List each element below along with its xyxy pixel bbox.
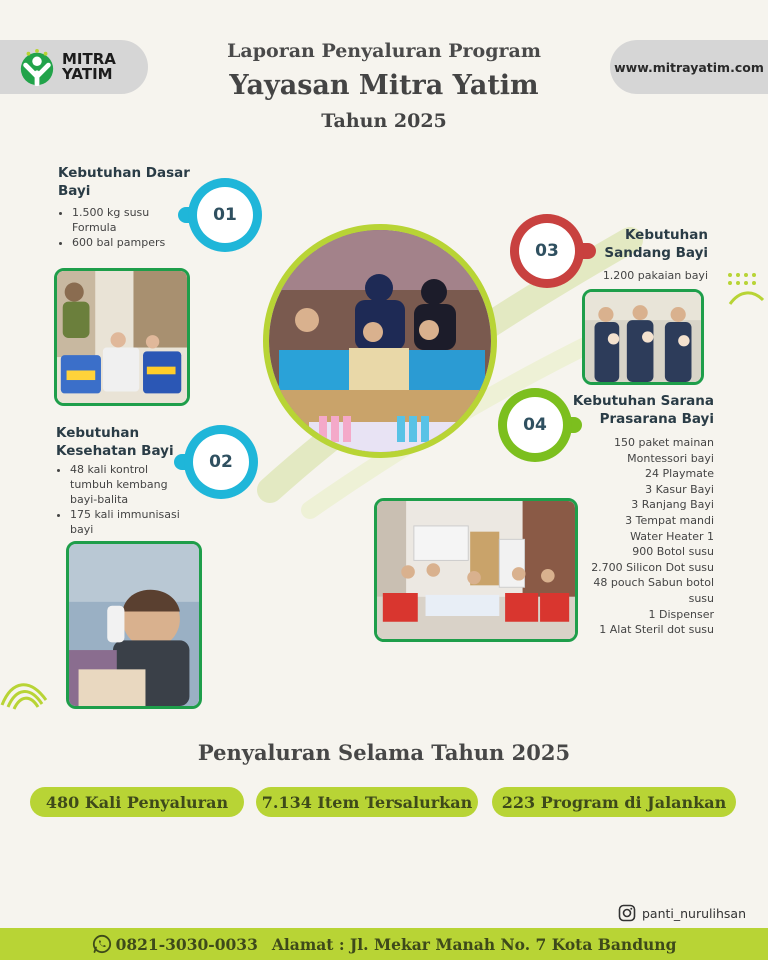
badge-01 [188, 178, 262, 252]
item2-heading-line1: Kebutuhan [56, 425, 140, 441]
list-item: 3 Kasur Bayi [645, 482, 714, 496]
item3-heading-line1: Kebutuhan [624, 227, 708, 243]
stat-programs: 223 Program di Jalankan [492, 787, 736, 817]
item4-heading-line1: Kebutuhan Sarana [572, 393, 714, 409]
decorative-lines-left [0, 660, 50, 710]
item3-heading-line2: Sandang Bayi [604, 245, 708, 261]
photo-group-distribution [263, 224, 497, 458]
list-item: • 1.500 kg susu Formula [72, 205, 188, 235]
list-item: 48 pouch Sabun botol [593, 576, 714, 590]
item4-list [591, 435, 714, 638]
item2-heading [56, 424, 174, 460]
photo-facility-needs [374, 498, 578, 642]
address-text: Alamat : Jl. Mekar Manah No. 7 Kota Bandung [271, 934, 677, 954]
list-item: 150 paket mainan [614, 436, 714, 449]
instagram-text: panti_nurulihsan [641, 905, 746, 921]
logo-text-line2: YATIM [62, 65, 113, 83]
badge-number: 02 [193, 434, 249, 490]
item4-heading [573, 392, 714, 428]
list-item: • 175 kali immunisasi bayi [70, 507, 180, 537]
badge-number: 04 [507, 397, 563, 453]
item1-heading-line1: Kebutuhan Dasar [58, 165, 190, 181]
badge-04 [498, 388, 572, 462]
page-title: Yayasan Mitra Yatim [229, 70, 539, 101]
list-item: 2.700 Silicon Dot susu [591, 560, 714, 574]
item1-heading [58, 164, 190, 200]
list-item: 3 Ranjang Bayi [631, 498, 714, 512]
item1-list [58, 205, 188, 250]
item1-heading-line2: Bayi [58, 183, 91, 199]
item4-heading-line2: Prasarana Bayi [599, 411, 714, 427]
instagram-handle[interactable] [618, 904, 746, 922]
item3-heading [604, 226, 708, 262]
summary-title: Penyaluran Selama Tahun 2025 [197, 740, 571, 765]
logo-text-line1: MITRA [62, 50, 116, 68]
list-item: 3 Tempat mandi [625, 513, 714, 527]
stat-items: 7.134 Item Tersalurkan [256, 787, 478, 817]
item3-point: 1.200 pakaian bayi [602, 269, 708, 282]
list-item: Water Heater 1 [630, 529, 714, 543]
whatsapp-icon [92, 934, 112, 954]
title-line1: Laporan Penyaluran Program [227, 40, 541, 62]
list-item: 1 Dispenser [648, 607, 714, 621]
badge-02 [184, 425, 258, 499]
list-item: • 48 kali kontrol tumbuh kembang bayi-balita [70, 462, 180, 507]
list-item: Montessori bayi [627, 451, 714, 465]
list-item: 900 Botol susu [632, 545, 714, 559]
badge-number: 01 [197, 187, 253, 243]
list-item: 24 Playmate [645, 467, 714, 481]
title-year: Tahun 2025 [321, 110, 447, 132]
photo-basic-needs [54, 268, 190, 406]
badge-03 [510, 214, 584, 288]
stat-distributions: 480 Kali Penyaluran [30, 787, 244, 817]
website-link[interactable]: www.mitrayatim.com [610, 40, 768, 94]
photo-clothing-needs [582, 289, 704, 385]
photo-health-needs [66, 541, 202, 709]
item2-list [56, 462, 180, 537]
item2-heading-line2: Kesehatan Bayi [56, 443, 174, 459]
list-item: 1 Alat Steril dot susu [599, 623, 714, 637]
phone-text: 0821-3030-0033 [115, 934, 258, 954]
list-item: • 600 bal pampers [72, 235, 188, 250]
list-item: susu [688, 591, 714, 605]
instagram-icon [618, 904, 636, 922]
decorative-dots-right [725, 270, 765, 310]
footer-bar [0, 928, 768, 960]
phone-contact[interactable] [92, 934, 258, 954]
badge-number: 03 [519, 223, 575, 279]
